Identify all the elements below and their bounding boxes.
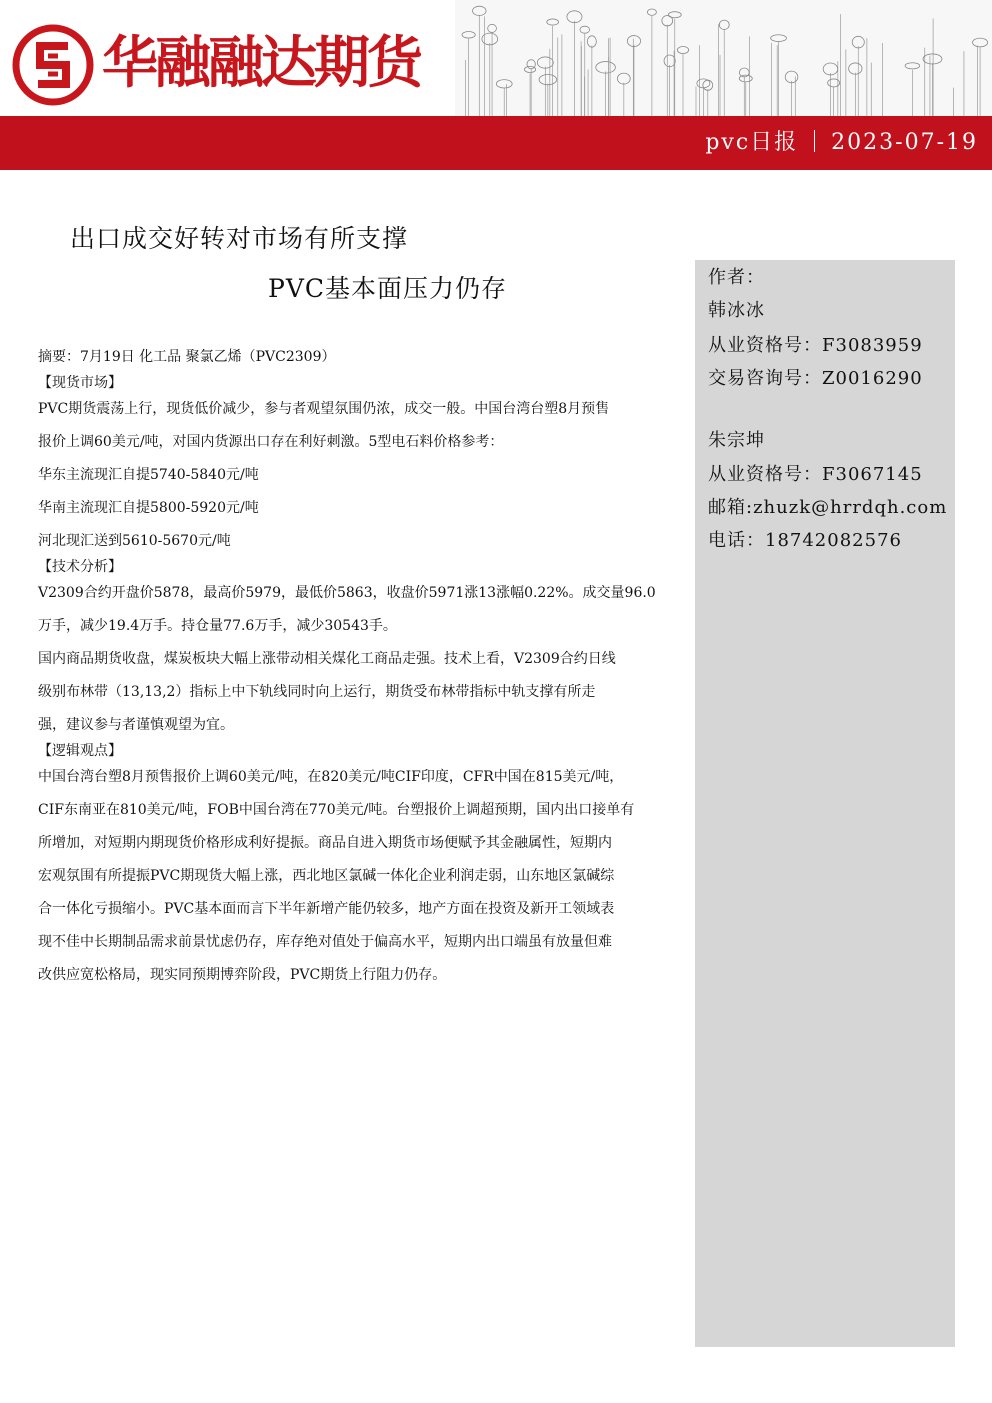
report-meta <box>705 127 978 159</box>
report-body <box>38 345 678 996</box>
body-line: V2309合约开盘价5878，最高价5979，最低价5863，收盘价5971涨13涨幅0.22%。成交量96.0 <box>38 585 656 601</box>
body-line: 所增加，对短期内期现货价格形成利好提振。商品自进入期货市场便赋予其金融属性，短期内 <box>38 835 612 851</box>
body-line: 宏观氛围有所提振PVC期现货大幅上涨，西北地区氯碱一体化企业利润走弱，山东地区氯碱综 <box>38 868 615 884</box>
body-line: 级别布林带（13,13,2）指标上中下轨线同时向上运行，期货受布林带指标中轨支撑有所走 <box>38 684 596 700</box>
body-line: PVC期货震荡上行，现货低价减少，参与者观望氛围仍浓，成交一般。中国台湾台塑8月预售 <box>38 401 610 417</box>
author-advisory-number: 交易咨询号：Z0016290 <box>708 368 923 389</box>
body-line: 报价上调60美元/吨，对国内货源出口存在利好刺激。5型电石料价格参考： <box>38 434 504 450</box>
author-email[interactable]: 邮箱:zhuzk@hrrdqh.com <box>708 497 948 518</box>
separator <box>814 130 815 152</box>
body-line: 华东主流现汇自提5740-5840元/吨 <box>38 467 259 483</box>
report-title-line2: PVC基本面压力仍存 <box>268 274 508 303</box>
section-heading-spot: 【现货市场】 <box>38 375 122 391</box>
section-heading-technical: 【技术分析】 <box>38 559 122 575</box>
report-title-line1: 出口成交好转对市场有所支撑 <box>70 224 409 253</box>
author-sidebar <box>695 260 955 1347</box>
report-label: pvc日报 <box>705 130 799 155</box>
author-qualification: 从业资格号：F3067145 <box>708 464 923 485</box>
author-name: 韩冰冰 <box>708 300 765 321</box>
body-line: 华南主流现汇自提5800-5920元/吨 <box>38 500 259 516</box>
lollipop-pattern-icon <box>455 0 992 116</box>
author-heading: 作者： <box>708 267 765 288</box>
body-line: 国内商品期货收盘，煤炭板块大幅上涨带动相关煤化工商品走强。技术上看，V2309合约日线 <box>38 651 616 667</box>
summary-line: 摘要：7月19日 化工品 聚氯乙烯（PVC2309） <box>38 349 336 365</box>
report-header <box>0 0 992 170</box>
body-line: 中国台湾台塑8月预售报价上调60美元/吨，在820美元/吨CIF印度，CFR中国在815美元/吨， <box>38 769 624 785</box>
author-name: 朱宗坤 <box>708 430 765 451</box>
decorative-pattern <box>455 0 992 116</box>
brand-name: 华融融达期货 <box>102 31 420 96</box>
body-line: 河北现汇送到5610-5670元/吨 <box>38 533 231 549</box>
author-qualification: 从业资格号：F3083959 <box>708 335 923 356</box>
section-heading-logic: 【逻辑观点】 <box>38 743 122 759</box>
body-line: 万手，减少19.4万手。持仓量77.6万手，减少30543手。 <box>38 618 397 634</box>
body-line: 现不佳中长期制品需求前景忧虑仍存，库存绝对值处于偏高水平，短期内出口端虽有放量但难 <box>38 934 612 950</box>
author-phone: 电话：18742082576 <box>708 530 902 551</box>
body-line: 改供应宽松格局，现实同预期博弈阶段，PVC期货上行阻力仍存。 <box>38 967 447 983</box>
body-line: 合一体化亏损缩小。PVC基本面而言下半年新增产能仍较多，地产方面在投资及新开工领域表 <box>38 901 615 917</box>
report-date: 2023-07-19 <box>831 130 978 155</box>
body-line: CIF东南亚在810美元/吨，FOB中国台湾在770美元/吨。台塑报价上调超预期，国内出口接单有 <box>38 802 635 818</box>
company-logo-icon <box>12 24 94 106</box>
body-line: 强，建议参与者谨慎观望为宜。 <box>38 717 234 733</box>
